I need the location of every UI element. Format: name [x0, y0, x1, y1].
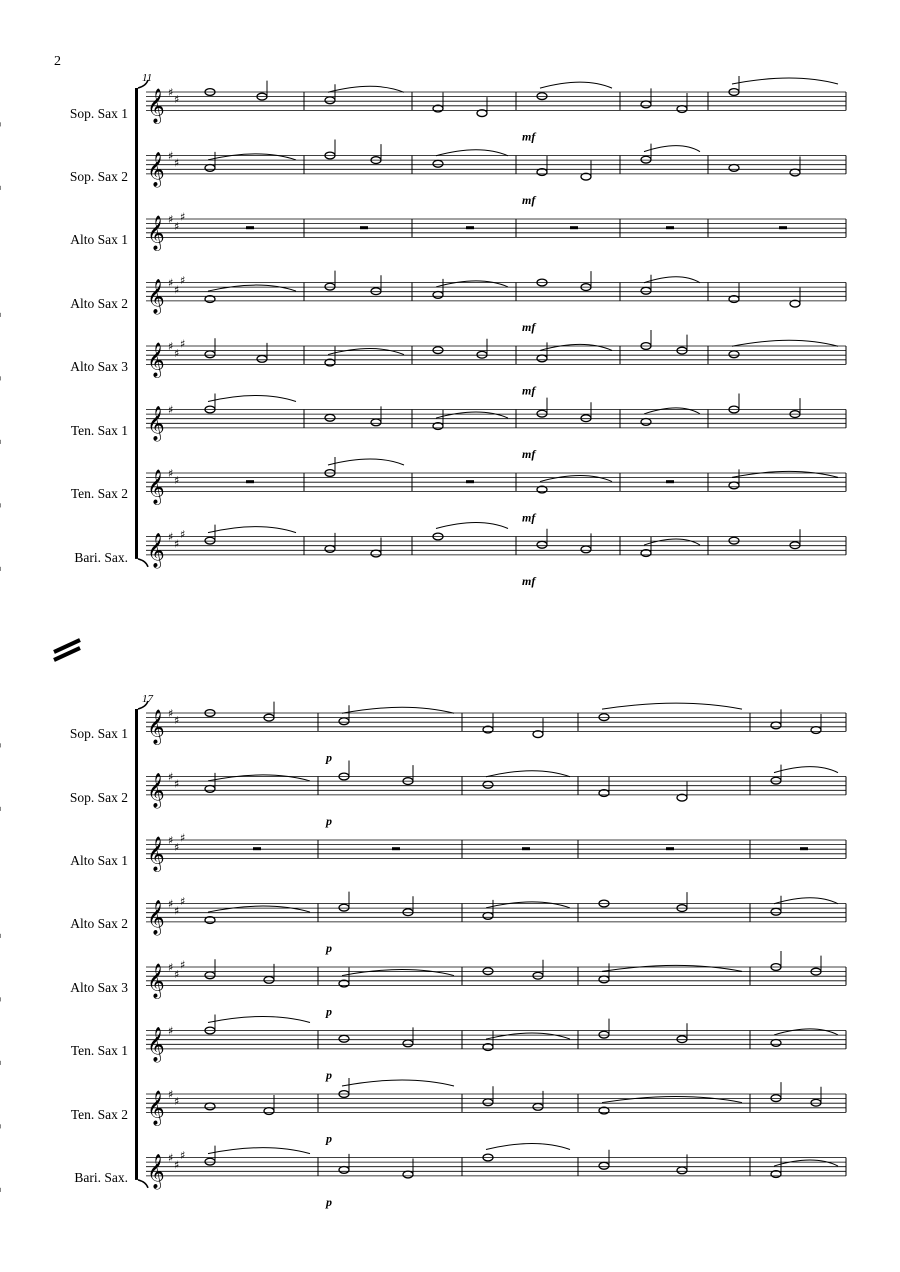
instrument-label: Sop. Sax 1	[69, 726, 128, 741]
tie	[436, 412, 508, 418]
tie	[208, 1017, 310, 1023]
note	[339, 904, 349, 911]
note	[771, 777, 781, 784]
tie	[732, 340, 838, 346]
system-2	[0, 701, 846, 1209]
tie	[342, 1080, 454, 1086]
sharp-icon: ♯	[168, 707, 174, 720]
tie	[208, 396, 296, 402]
treble-clef-icon: 𝄞	[147, 469, 165, 505]
note	[433, 292, 443, 299]
note	[325, 546, 335, 553]
staff	[0, 140, 846, 207]
tie	[486, 1033, 570, 1039]
tie	[208, 154, 296, 160]
note	[339, 718, 349, 725]
rest-icon	[392, 847, 400, 850]
note	[533, 972, 543, 979]
tie	[732, 471, 838, 477]
tie	[486, 902, 570, 908]
staff	[0, 702, 846, 765]
system-bracket	[135, 709, 138, 1180]
staff	[146, 832, 846, 873]
dynamic-marking: mf	[522, 192, 536, 207]
tie	[540, 476, 612, 482]
rest-icon	[360, 226, 368, 229]
sharp-icon: ♯	[168, 1024, 174, 1038]
sharp-icon: ♯	[174, 1158, 180, 1172]
tie	[774, 1160, 838, 1166]
tie	[644, 539, 700, 545]
tie	[208, 1148, 310, 1154]
note	[264, 976, 274, 983]
sharp-icon: ♯	[180, 895, 186, 909]
sharp-icon: ♯	[174, 713, 180, 727]
sharp-icon: ♯	[174, 967, 180, 981]
note	[371, 419, 381, 426]
staff	[0, 1015, 846, 1082]
instrument-label: Alto Sax 3	[70, 980, 128, 995]
treble-clef-icon: 𝄞	[147, 405, 165, 441]
note	[729, 537, 739, 544]
treble-clef-icon: 𝄞	[147, 278, 165, 314]
note	[477, 351, 487, 358]
instrument-label: Bari. Sax.	[74, 1170, 128, 1185]
note	[811, 727, 821, 734]
sharp-icon: ♯	[180, 831, 186, 845]
treble-clef-icon: 𝄞	[147, 342, 165, 378]
note	[403, 1040, 413, 1047]
note	[729, 482, 739, 489]
dynamic-marking: mf	[522, 573, 536, 588]
note	[537, 410, 547, 417]
note	[205, 165, 215, 172]
sharp-icon: ♯	[168, 340, 174, 353]
sharp-icon: ♯	[168, 530, 174, 544]
instrument-label: Ten. Sax 1	[70, 423, 128, 438]
note	[205, 972, 215, 979]
tie	[540, 344, 612, 350]
sharp-icon: ♯	[180, 274, 186, 288]
sharp-icon: ♯	[174, 904, 180, 918]
note	[771, 722, 781, 729]
note	[537, 355, 547, 362]
tie	[602, 703, 742, 709]
note	[205, 786, 215, 793]
tie	[540, 82, 612, 88]
staff	[0, 892, 846, 955]
sharp-icon: ♯	[174, 777, 180, 791]
tie	[342, 707, 454, 713]
system-1	[0, 76, 846, 588]
sharp-icon: ♯	[168, 834, 174, 847]
note	[677, 1036, 687, 1043]
tie	[644, 277, 700, 283]
staff	[0, 271, 846, 334]
tie	[774, 1029, 838, 1035]
rest-icon	[570, 226, 578, 229]
tie	[208, 906, 310, 912]
note	[371, 550, 381, 557]
note	[599, 714, 609, 721]
note	[581, 415, 591, 422]
treble-clef-icon: 𝄞	[147, 88, 165, 124]
note	[599, 1031, 609, 1038]
dynamic-marking: mf	[522, 129, 536, 144]
staff	[0, 523, 846, 588]
rest-icon	[666, 226, 674, 229]
staff	[0, 394, 846, 461]
sharp-icon: ♯	[168, 86, 174, 99]
staff	[0, 330, 846, 397]
instrument-label: Alto Sax 2	[70, 296, 128, 311]
note	[433, 347, 443, 354]
note	[257, 355, 267, 362]
note	[325, 97, 335, 104]
note	[339, 1167, 349, 1174]
instrument-label: Sop. Sax 2	[69, 169, 128, 184]
sharp-icon: ♯	[168, 1151, 174, 1165]
sharp-icon: ♯	[168, 770, 174, 784]
sharp-icon: ♯	[174, 219, 180, 233]
sharp-icon: ♯	[168, 961, 174, 974]
tie	[486, 1144, 570, 1150]
note	[677, 1167, 687, 1174]
dynamic-marking: mf	[522, 383, 536, 398]
note	[641, 156, 651, 163]
tie	[774, 898, 838, 904]
rest-icon	[466, 226, 474, 229]
tie	[644, 408, 700, 414]
instrument-label: Ten. Sax 1	[70, 1043, 128, 1058]
note	[729, 351, 739, 358]
instrument-label: Sop. Sax 1	[69, 106, 128, 121]
note	[533, 1103, 543, 1110]
tie	[602, 1097, 742, 1103]
rest-icon	[466, 480, 474, 483]
note	[205, 537, 215, 544]
dynamic-marking: p	[326, 1194, 332, 1209]
rest-icon	[779, 226, 787, 229]
sharp-icon: ♯	[180, 958, 186, 972]
instrument-label: Sop. Sax 2	[69, 790, 128, 805]
rest-icon	[522, 847, 530, 850]
note	[325, 414, 335, 421]
sharp-icon: ♯	[180, 1149, 186, 1163]
treble-clef-icon: 𝄞	[147, 215, 165, 251]
note	[205, 351, 215, 358]
tie	[328, 86, 404, 92]
treble-clef-icon: 𝄞	[147, 532, 165, 568]
rest-icon	[253, 847, 261, 850]
tie	[208, 775, 310, 781]
instrument-label: Alto Sax 2	[70, 916, 128, 931]
note	[771, 908, 781, 915]
note	[371, 288, 381, 295]
note	[205, 1103, 215, 1110]
note	[677, 106, 687, 113]
note	[325, 283, 335, 290]
sharp-icon: ♯	[174, 156, 180, 170]
sharp-icon: ♯	[168, 149, 174, 163]
rest-icon	[800, 847, 808, 850]
rest-icon	[666, 847, 674, 850]
treble-clef-icon: 𝄞	[147, 1153, 165, 1189]
note	[483, 781, 493, 788]
note	[771, 1095, 781, 1102]
staff	[0, 761, 846, 828]
staff	[0, 951, 846, 1018]
treble-clef-icon: 𝄞	[147, 963, 165, 999]
treble-clef-icon: 𝄞	[147, 772, 165, 808]
treble-clef-icon: 𝄞	[147, 836, 165, 872]
treble-clef-icon: 𝄞	[147, 899, 165, 935]
tie	[436, 281, 508, 287]
tie	[328, 349, 404, 355]
sharp-icon: ♯	[174, 473, 180, 487]
sharp-icon: ♯	[174, 1094, 180, 1108]
note	[205, 1158, 215, 1165]
treble-clef-icon: 𝄞	[147, 709, 165, 745]
instrument-label: Alto Sax 3	[70, 359, 128, 374]
note	[599, 1162, 609, 1169]
note	[641, 101, 651, 108]
sharp-icon: ♯	[174, 92, 180, 106]
note	[483, 913, 493, 920]
instrument-label: Alto Sax 1	[70, 853, 128, 868]
sharp-icon: ♯	[168, 897, 174, 911]
sharp-icon: ♯	[168, 213, 174, 226]
rest-icon	[246, 226, 254, 229]
tie	[486, 771, 570, 777]
tie	[602, 965, 742, 971]
dynamic-marking: p	[326, 750, 332, 765]
note	[483, 1099, 493, 1106]
sharp-icon: ♯	[168, 403, 174, 417]
sharp-icon: ♯	[168, 467, 174, 480]
tie	[436, 150, 508, 156]
instrument-label: Bari. Sax.	[74, 550, 128, 565]
rest-icon	[246, 480, 254, 483]
staff	[0, 76, 846, 143]
rest-icon	[666, 480, 674, 483]
dynamic-marking: mf	[522, 319, 536, 334]
tie	[644, 146, 700, 152]
staff	[0, 1078, 846, 1145]
dynamic-marking: p	[326, 1131, 332, 1146]
measure-number: 17	[142, 693, 153, 705]
note	[403, 909, 413, 916]
note	[433, 160, 443, 167]
tie	[208, 527, 296, 533]
staff	[146, 211, 846, 252]
dynamic-marking: p	[326, 813, 332, 828]
instrument-label: Ten. Sax 2	[70, 1107, 128, 1122]
dynamic-marking: mf	[522, 446, 536, 461]
note	[537, 541, 547, 548]
sharp-icon: ♯	[180, 210, 186, 224]
sharp-icon: ♯	[174, 346, 180, 360]
note	[790, 169, 800, 176]
measure-number: 11	[142, 72, 153, 84]
tie	[342, 970, 454, 976]
sharp-icon: ♯	[168, 276, 174, 290]
page-number: 2	[54, 54, 61, 69]
system-separator	[54, 640, 80, 660]
dynamic-marking: p	[326, 1004, 332, 1019]
note	[537, 93, 547, 100]
tie	[774, 767, 838, 773]
treble-clef-icon: 𝄞	[147, 1026, 165, 1062]
instrument-label: Ten. Sax 2	[70, 486, 128, 501]
note	[483, 968, 493, 975]
sharp-icon: ♯	[180, 337, 186, 351]
staff	[0, 1144, 846, 1209]
dynamic-marking: p	[326, 1067, 332, 1082]
sharp-icon: ♯	[174, 840, 180, 854]
sharp-icon: ♯	[180, 528, 186, 542]
note	[811, 1099, 821, 1106]
note	[264, 1108, 274, 1115]
note	[729, 165, 739, 172]
treble-clef-icon: 𝄞	[147, 151, 165, 187]
staff	[0, 457, 846, 524]
sharp-icon: ♯	[174, 537, 180, 551]
dynamic-marking: mf	[522, 510, 536, 525]
tie	[208, 285, 296, 291]
instrument-label: Alto Sax 1	[70, 232, 128, 247]
sharp-icon: ♯	[168, 1088, 174, 1101]
tie	[436, 523, 508, 529]
sharp-icon: ♯	[174, 283, 180, 297]
note	[403, 1171, 413, 1178]
note	[641, 419, 651, 426]
treble-clef-icon: 𝄞	[147, 1090, 165, 1126]
system-bracket	[135, 88, 138, 559]
note	[599, 976, 609, 983]
note	[771, 1040, 781, 1047]
dynamic-marking: p	[326, 940, 332, 955]
note	[581, 546, 591, 553]
tie	[328, 459, 404, 465]
note	[790, 542, 800, 549]
tie	[732, 78, 838, 84]
note	[641, 287, 651, 294]
note	[339, 1035, 349, 1042]
